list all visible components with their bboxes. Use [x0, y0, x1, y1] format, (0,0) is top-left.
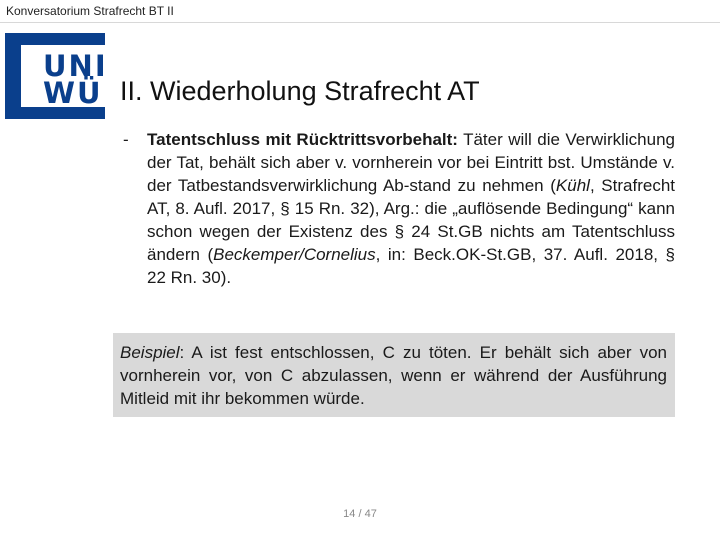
bullet-text [147, 128, 675, 289]
citation-kuehl: Kühl [555, 176, 590, 195]
citation-beckemper: Beckemper/Cornelius [213, 245, 376, 264]
course-header: Konversatorium Strafrecht BT II [6, 4, 174, 18]
example-box [113, 333, 675, 417]
slide-title: II. Wiederholung Strafrecht AT [120, 76, 480, 106]
page-number: 14 / 47 [343, 508, 377, 520]
bullet-marker: - [123, 130, 129, 149]
example-text: : A ist fest entschlossen, C zu töten. Er behält sich aber von vornherein vor, von C abzulassen, wenn er während der Ausführung Mitleid mit ihr bekommen würde. [120, 343, 667, 408]
header-divider [0, 22, 720, 23]
logo-line-1: UNI [43, 49, 108, 83]
uni-logo [5, 33, 108, 119]
logo-text [43, 49, 108, 110]
example-label: Beispiel [120, 343, 180, 362]
bullet-term: Tatentschluss mit Rücktrittsvorbehalt: [147, 130, 458, 149]
logo-line-2: WÜ [43, 76, 103, 110]
bullet-text-1: Täter will die Verwirklichung der Tat, behält sich aber v. vornherein vor bei Eintritt bst. Umstände v. der Tatbestandsverwirklichung Ab-stand zu nehmen ( [147, 130, 675, 195]
bullet-text-2: , Strafrecht AT, 8. Aufl. 2017, § 15 Rn. 32), Arg.: die „auflösende Bedingung“ kann schon wegen der Existenz des § 24 St.GB nichts am Tatentschluss ändern ( [147, 176, 675, 264]
bullet-text-3: , in: Beck.OK-St.GB, 37. Aufl. 2018, § 22 Rn. 30). [147, 245, 675, 287]
